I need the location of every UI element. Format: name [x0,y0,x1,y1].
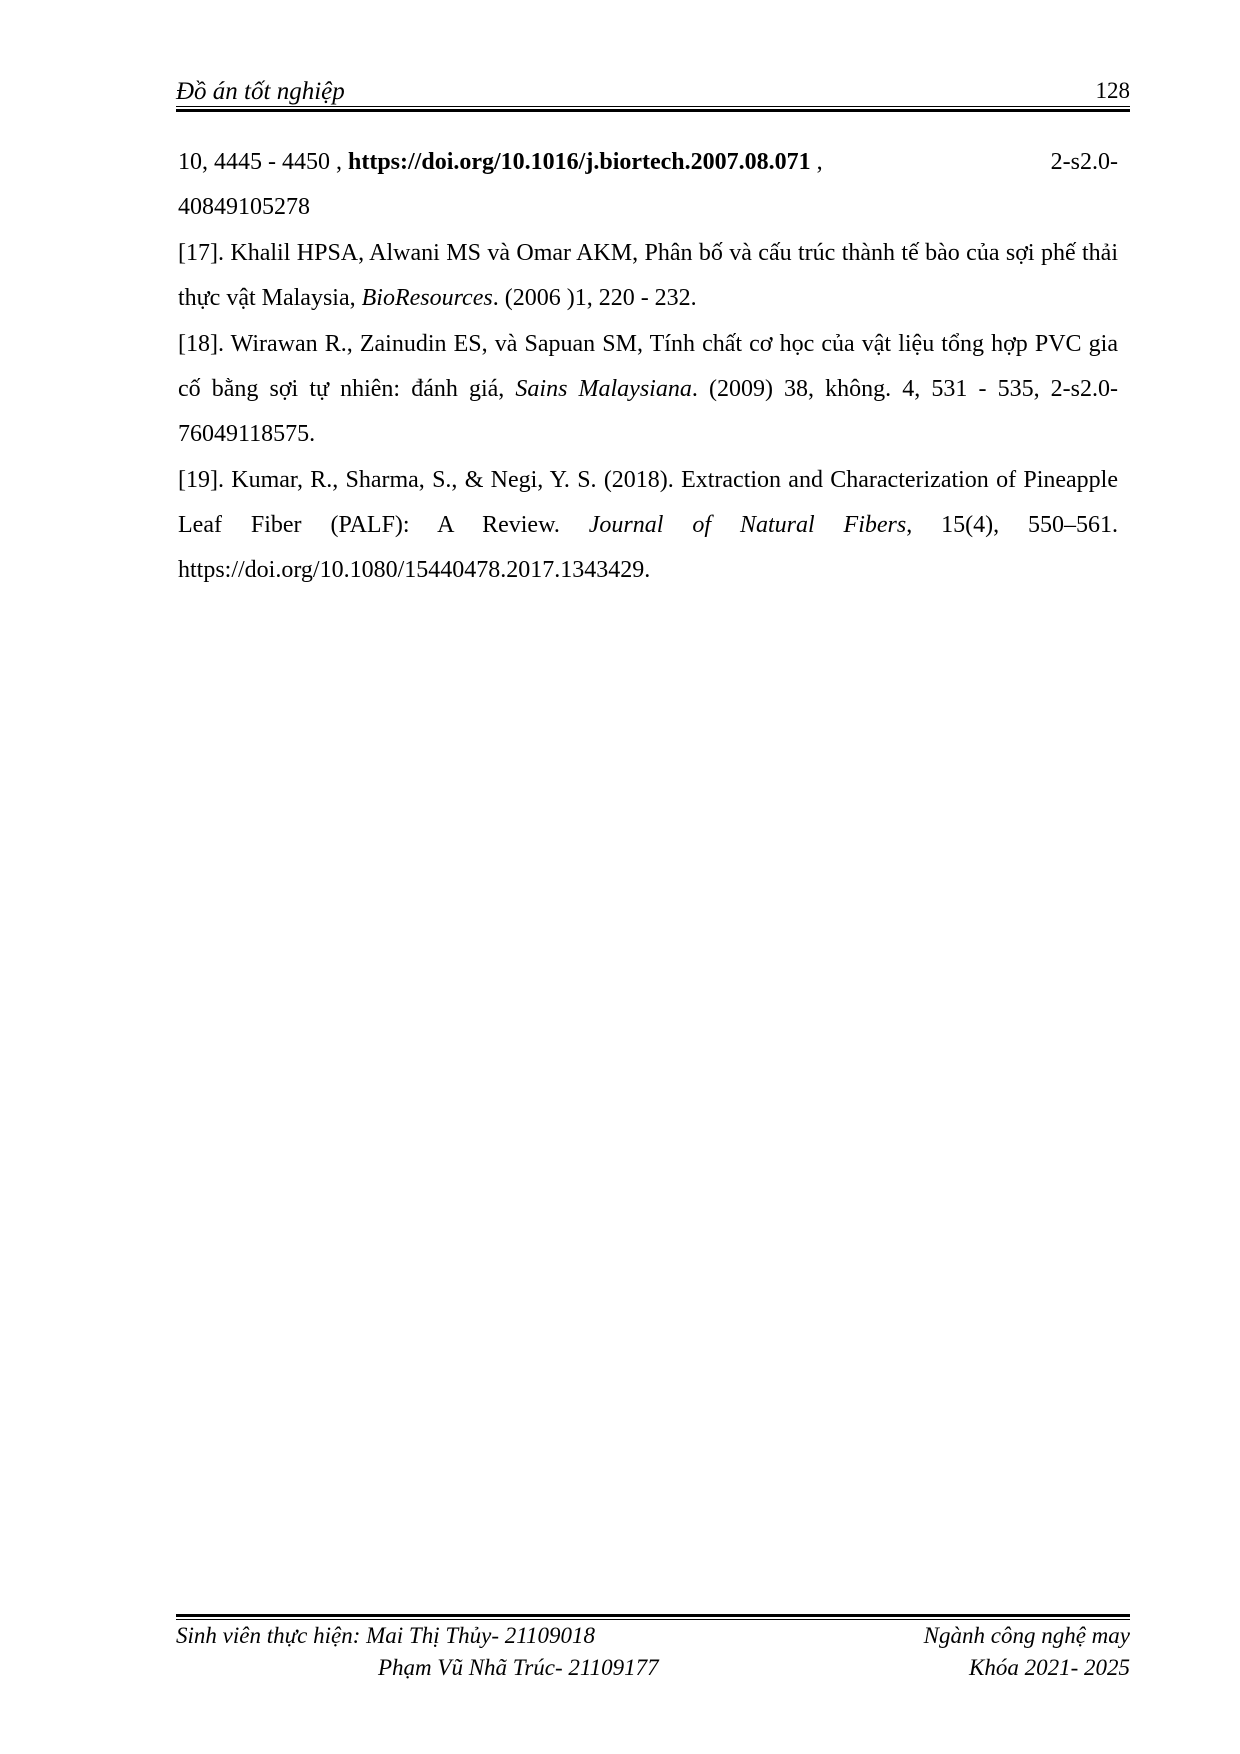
page-header [176,74,1130,108]
footer-course: Khóa 2021- 2025 [969,1655,1130,1680]
footer-major: Ngành công nghệ may [923,1623,1130,1648]
journal-name: Sains Malaysiana [515,376,692,402]
reference-19: [19]. Kumar, R., Sharma, S., & Negi, Y. S. (2018). Extraction and Characterization of Pineapple Leaf Fiber (PALF): A Review. Journal of Natural Fibers, 15(4), 550–561. https://doi.org/10.1080/15440478.2017.1343429. [178,467,1119,583]
footer-students: Sinh viên thực hiện: Mai Thị Thủy- 21109018 [176,1623,596,1648]
continuation-scopus-id: 2-s2.0- [1050,149,1118,175]
journal-name: BioResources [361,285,493,311]
footer-student-2: Phạm Vũ Nhã Trúc- 21109177 [378,1655,659,1680]
doi-link[interactable]: https://doi.org/10.1016/j.biortech.2007.08.071 [348,149,811,175]
reference-18: [18]. Wirawan R., Zainudin ES, và Sapuan SM, Tính chất cơ học của vật liệu tổng hợp PVC gia cố bằng sợi tự nhiên: đánh giá, Sains Malaysiana. (2009) 38, không. 4, 531 - 535, 2-s2.0-76049118575. [178,331,1119,447]
header-rule-thick [176,109,1130,112]
footer-rule-thick [176,1614,1130,1617]
header-rule-thin [176,106,1130,107]
continuation-scopus-id-cont: 40849105278 [178,194,310,220]
continuation-comma: , [816,149,823,175]
footer-rule-thin [176,1619,1130,1620]
document-title: Đồ án tốt nghiệp [176,78,345,105]
continuation-pages: 10, 4445 - 4450 , [178,149,342,175]
journal-name: Journal of Natural Fibers [588,512,907,538]
reference-17: [17]. Khalil HPSA, Alwani MS và Omar AKM, Phân bố và cấu trúc thành tế bào của sợi phế thải thực vật Malaysia, BioResources. (2006 )1, 220 - 232. [178,240,1118,311]
page-footer [176,1623,1130,1687]
page-number: 128 [1095,78,1130,103]
reference-list [178,140,1118,594]
reference-continuation [178,140,1118,230]
